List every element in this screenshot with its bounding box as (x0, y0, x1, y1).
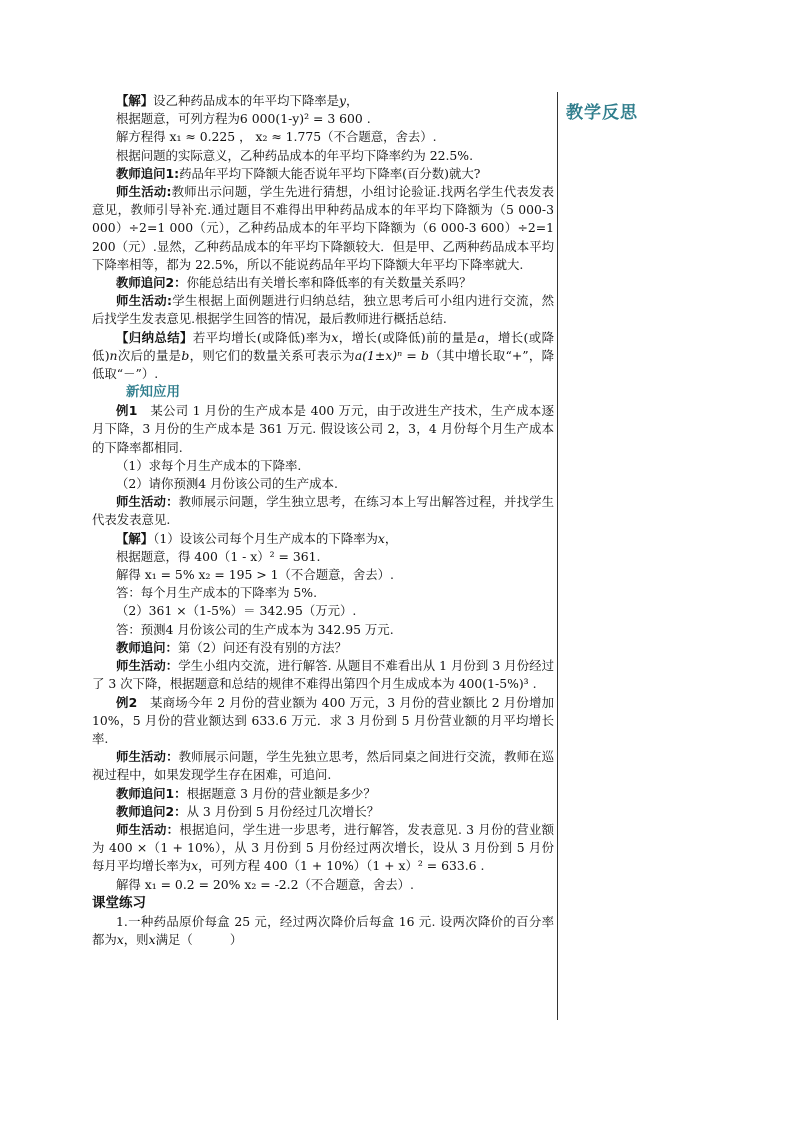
text-run: ，则 (123, 931, 149, 947)
paragraph (92, 785, 554, 803)
text-run: （1）设该公司每个月生产成本的下降率为 (153, 530, 378, 546)
math-symbol: b (181, 347, 190, 363)
text-run: ， (346, 93, 359, 108)
text-run: 答：预测4 月份该公司的生产成本为 342.95 万元. (116, 621, 394, 637)
paragraph (92, 165, 554, 183)
text-run: 次后的量是 (117, 347, 182, 363)
paragraph (92, 475, 554, 493)
paragraph (92, 657, 554, 693)
bold-label: 【归纳总结】 (116, 329, 193, 345)
bold-label: 教师追问： (116, 639, 178, 655)
math-symbol: x (377, 530, 385, 546)
paragraph (92, 876, 554, 894)
text-run: ，则它们的数量关系可表示为 (189, 347, 355, 363)
math-symbol: x (148, 931, 156, 947)
text-run: 课堂练习 (92, 894, 146, 911)
bold-label: 【解】 (116, 530, 154, 546)
text-run: 满足（ ） (155, 931, 243, 947)
paragraph (92, 602, 554, 620)
paragraph (92, 566, 554, 584)
section-heading (92, 383, 554, 402)
bold-label: 教师追问1: (116, 165, 180, 181)
math-symbol: x (331, 329, 339, 345)
reflection-title: 教学反思 (566, 103, 638, 123)
text-run: 根据题意，可列方程为6 000(1-y)² = 3 600 . (116, 111, 371, 127)
text-run: 教师展示问题，学生先独立思考，然后同桌之间进行交流，教师在巡视过程中，如果发现学生存在困难，可追问. (92, 749, 555, 783)
text-run: ，增长(或降低)前的量是 (338, 329, 478, 345)
bold-label: 【解】 (116, 93, 154, 108)
bold-label: 教师追问1： (116, 785, 187, 801)
text-run: ，增长(或降低) (92, 329, 555, 363)
text-run: 你能总结出有关增长率和降低率的有关数量关系吗？ (186, 275, 472, 291)
math-symbol: a(1±x)ⁿ = b (354, 347, 429, 363)
text-run: （2）361 ×（1-5%）＝ 342.95（万元）. (116, 603, 357, 619)
text-run: 从 3 月份到 5 月份经过几次增长？ (186, 803, 380, 819)
paragraph (92, 183, 554, 274)
math-symbol: x (191, 858, 199, 874)
bold-label: 例1 (116, 403, 138, 419)
bold-label: 师生活动： (116, 821, 180, 837)
text-run: 根据题意，得 400（1 - x）² = 361. (116, 548, 321, 564)
text-run: （1）求每个月生产成本的下降率. (116, 457, 302, 473)
paragraph (92, 493, 554, 529)
paragraph (92, 128, 554, 146)
paragraph (92, 110, 554, 128)
text-run: 解得 x₁ = 0.2 = 20% x₂ = -2.2（不合题意，舍去）. (116, 876, 414, 892)
paragraph (92, 621, 554, 639)
text-run: 教师展示问题，学生独立思考，在练习本上写出解答过程，并找学生代表发表意见. (92, 494, 555, 528)
bold-label: 师生活动： (116, 494, 179, 510)
column-divider (557, 92, 558, 1020)
paragraph (92, 147, 554, 165)
paragraph (92, 803, 554, 821)
text-run: 若平均增长(或降低)率为 (192, 329, 332, 345)
text-run: 1.一种药品原价每盒 25 元，经过两次降价后每盒 16 元. 设两次降价的百分率都为 (92, 913, 554, 947)
paragraph (92, 292, 554, 328)
text-run: 根据题意 3 月份的营业额是多少？ (186, 785, 376, 801)
text-run: （其中增长取“+”，降低取“－”）. (92, 347, 554, 382)
bold-label: 教师追问2： (116, 275, 187, 291)
text-run: 某公司 1 月份的生产成本是 400 万元，由于改进生产技术，生产成本逐月下降，3 月份的生产成本是 361 万元. 假设该公司 2，3，4 月份每个月生产成本的下降率都相同. (92, 403, 554, 455)
text-run: 药品年平均下降额大能否说年平均下降率(百分数)就大? (179, 165, 481, 181)
text-run: 教师出示问题，学生先进行猜想，小组讨论验证.找两名学生代表发表意见，教师引导补充.通过题目不难得出甲种药品成本的年平均下降额为（5 000-3 000）÷2=1 000（元），乙种药品成本的年平均下降额为（6 000-3 600）÷2=1 200（元）.显然，乙种药品成本的年平均下降额较大．但是甲、乙两种药品成本平均下降率相等，都为 22.5%，所以不能说药品年平均下降额大年平均下降率就大. (92, 184, 554, 272)
text-run: 设乙种药品成本的年平均下降率是 (153, 93, 340, 108)
reflection-column (566, 98, 716, 123)
text-run: 学生根据上面例题进行归纳总结，独立思考后可小组内进行交流，然后找学生发表意见.根据学生回答的情况，最后教师进行概括总结. (92, 293, 554, 327)
paragraph (92, 274, 554, 292)
text-run: 根据追问，学生进一步思考，进行解答，发表意见. 3 月份的营业额为 400 ×（1 + 10%），从 3 月份到 5 月份经过两次增长，设从 3 月份到 5 月份每月平均增长率为 (92, 821, 555, 874)
bold-label: 教师追问2： (116, 803, 187, 819)
math-symbol: a (477, 329, 485, 345)
math-symbol: n (109, 347, 118, 363)
text-run: 新知应用 (126, 384, 180, 401)
text-run: 解方程得 x₁ ≈ 0.225 ， x₂ ≈ 1.775（不合题意，舍去）. (116, 129, 437, 145)
bold-label: 师生活动： (116, 749, 179, 765)
text-run: 第（2）问还有没有别的方法？ (177, 639, 347, 655)
text-run: 答：每个月生产成本的下降率为 5%. (116, 585, 318, 601)
text-run: 解得 x₁ = 5% x₂ = 195 > 1（不合题意，舍去）. (116, 567, 394, 583)
lesson-content (92, 92, 554, 949)
bold-label: 例2 (116, 694, 138, 710)
text-run: （2）请你预测4 月份该公司的生产成本. (116, 476, 338, 492)
bold-label: 师生活动: (116, 293, 172, 309)
paragraph (92, 694, 554, 749)
paragraph (92, 92, 554, 110)
paragraph (92, 748, 554, 784)
paragraph (92, 548, 554, 566)
paragraph (92, 821, 554, 876)
paragraph (92, 584, 554, 602)
paragraph (92, 639, 554, 657)
text-run: 学生小组内交流，进行解答. 从题目不难看出从 1 月份到 3 月份经过了 3 次下降，根据题意和总结的规律不难得出第四个月生成成本为 400(1-5%)³ . (92, 658, 554, 692)
math-symbol: x (116, 931, 124, 947)
text-run: ， (384, 530, 398, 546)
paragraph (92, 329, 554, 384)
paragraph (92, 402, 554, 457)
paragraph (92, 530, 554, 548)
bold-label: 师生活动： (116, 658, 179, 674)
math-symbol: y (339, 93, 347, 108)
paragraph (92, 457, 554, 475)
paragraph (92, 913, 554, 949)
section-heading (92, 894, 554, 913)
text-run: 某商场今年 2 月份的营业额为 400 万元，3 月份的营业额比 2 月份增加 10%，5 月份的营业额达到 633.6 万元．求 3 月份到 5 月份营业额的月平均增长率. (92, 694, 554, 746)
text-run: ，可列方程 400（1 + 10%）（1 + x）² = 633.6 . (198, 858, 485, 874)
text-run: 根据问题的实际意义，乙种药品成本的年平均下降率约为 22.5%. (116, 147, 474, 163)
bold-label: 师生活动: (116, 184, 172, 200)
